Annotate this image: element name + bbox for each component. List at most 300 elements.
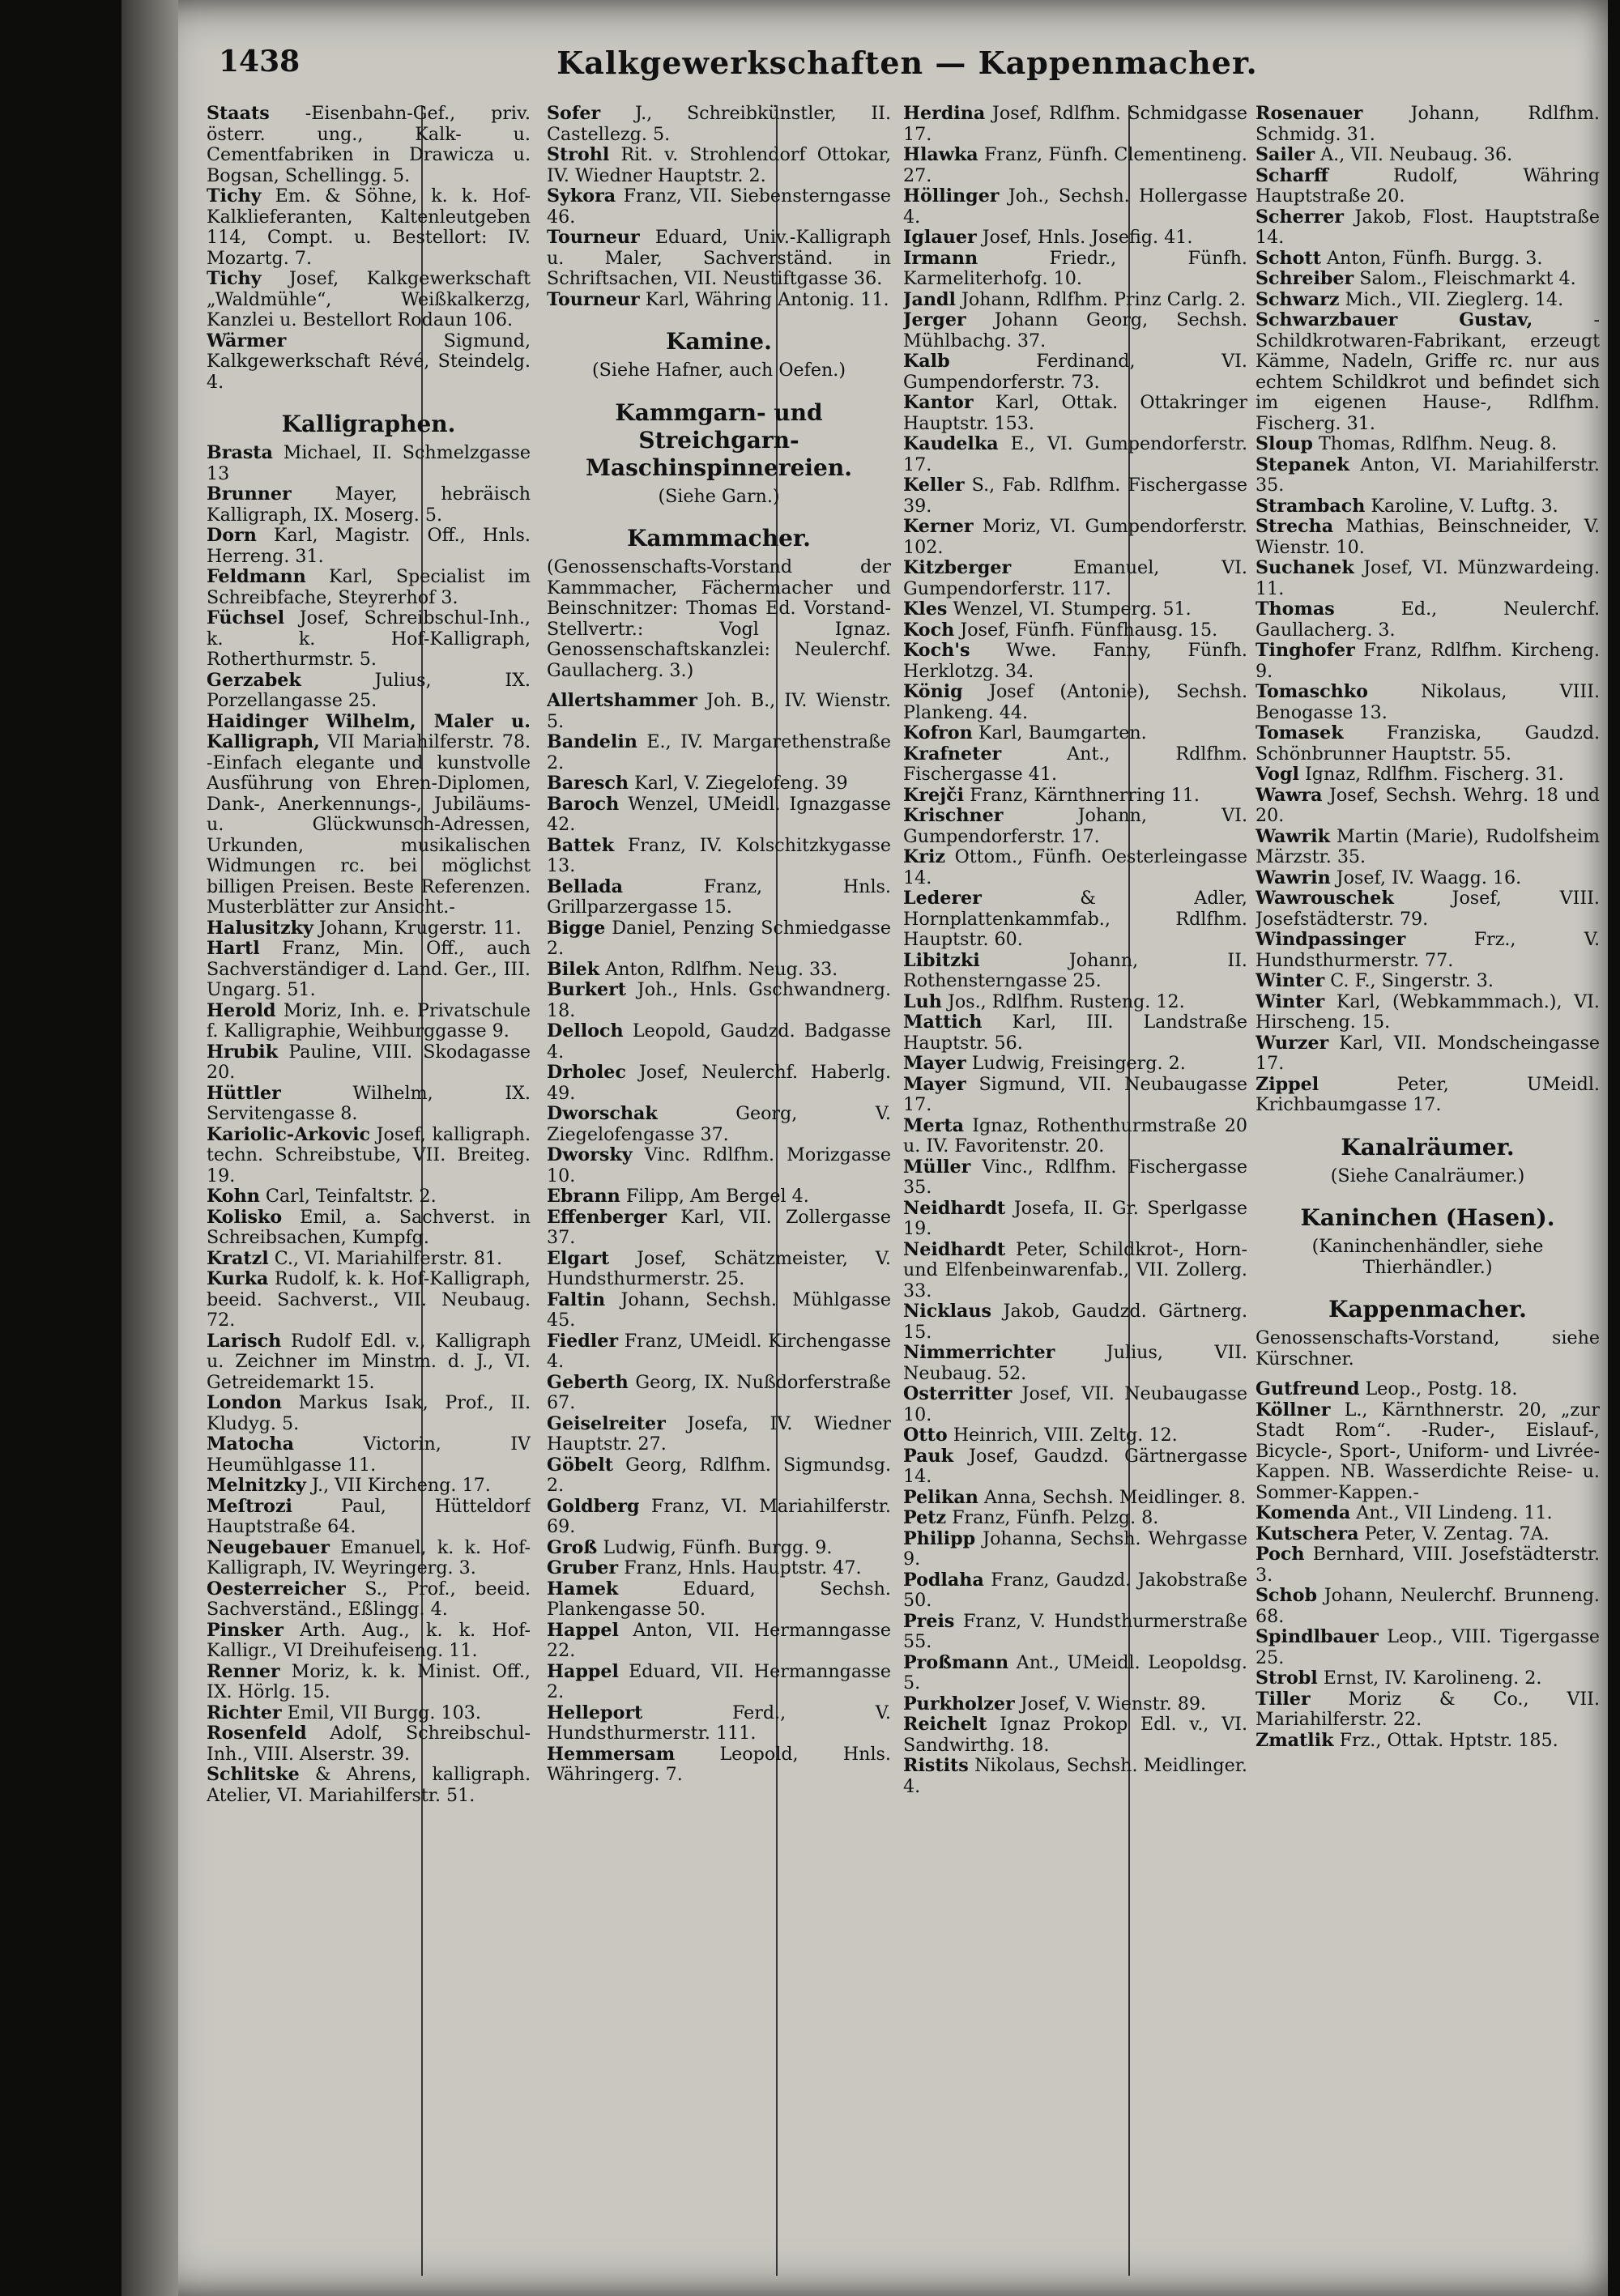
directory-entry: [903, 1240, 1247, 1302]
entry-name: Elgart: [547, 1247, 610, 1269]
entry-name: Kohn: [207, 1186, 260, 1207]
entry-details: Vinc., Rdlfhm. Fischergasse 35.: [903, 1156, 1247, 1198]
entry-details: Ignaz Prokop Edl. v., VI. Sandwirthg. 18.: [903, 1714, 1247, 1756]
entry-name: Kles: [903, 598, 948, 620]
directory-entry: [903, 1612, 1247, 1653]
entry-name: Bandelin: [547, 731, 637, 752]
entry-details: Franz, Hnls. Grillparzergasse 15.: [547, 875, 891, 918]
entry-details: Josef, kalligraph. techn. Schreibstube, VII. Breiteg. 19.: [207, 1123, 531, 1186]
entry-details: Johann, Krugerstr. 11.: [319, 917, 522, 939]
entry-details: C. F., Singerstr. 3.: [1330, 970, 1494, 991]
entry-details: Rudolf, Währing Hauptstraße 20.: [1256, 164, 1600, 207]
directory-entry: [547, 1579, 891, 1621]
entry-name: Zippel: [1256, 1073, 1319, 1095]
entry-details: Emanuel, VI. Gumpendorferstr. 117.: [903, 557, 1247, 599]
entry-details: Eduard, Sechsh. Plankengasse 50.: [547, 1578, 891, 1620]
entry-details: Ernst, IV. Karolineng. 2.: [1323, 1668, 1542, 1689]
entry-details: S., Fab. Rdlfhm. Fischergasse 39.: [903, 475, 1247, 517]
entry-name: Strecha: [1256, 516, 1334, 537]
entry-details: Josef, V. Wienstr. 89.: [1020, 1693, 1207, 1715]
directory-entry: [903, 310, 1247, 351]
entry-name: Petz: [903, 1507, 947, 1528]
directory-entry: [1256, 930, 1600, 971]
entry-details: Julius, IX. Porzellangasse 25.: [207, 669, 531, 711]
entry-details: -Schildkrotwaren-Fabrikant, erzeugt Kämme, Nadeln, Griffe rc. nur aus echtem Schildkrot und befindet sich im eigenen Hause-, Rdlfhm. Fischerg. 31.: [1256, 309, 1600, 434]
entry-details: Johann, Rdlfhm. Prinz Carlg. 2.: [961, 288, 1247, 310]
entry-name: Fiedler: [547, 1330, 619, 1352]
entry-details: Emil, VII Burgg. 103.: [287, 1702, 481, 1723]
entry-details: Mich., VII. Zieglerg. 14.: [1345, 288, 1564, 310]
directory-entry: [207, 269, 531, 331]
entry-name: Suchanek: [1256, 557, 1354, 578]
entry-details: Sigmund, VII. Neubaugasse 17.: [903, 1073, 1247, 1115]
entry-name: Bigge: [547, 917, 606, 939]
entry-name: Philipp: [903, 1527, 976, 1549]
directory-entry: [547, 918, 891, 960]
entry-details: Karl, Ottak. Ottakringer Hauptstr. 153.: [903, 392, 1247, 434]
entry-name: Larisch: [207, 1330, 282, 1352]
section-heading: Kappenmacher.: [1328, 1296, 1527, 1323]
directory-entry: [903, 682, 1247, 723]
directory-entry: [1256, 1586, 1600, 1627]
entry-details: Franz, Fünfh. Clementineng. 27.: [903, 144, 1247, 186]
entry-name: Strobl: [1256, 1668, 1318, 1689]
directory-entry: [207, 443, 531, 484]
entry-name: Matocha: [207, 1433, 295, 1455]
entry-details: Peter, Schildkrot-, Horn- und Elfenbeinwarenfab., VII. Zollerg. 33.: [903, 1238, 1247, 1301]
directory-entry: [903, 1529, 1247, 1570]
entry-details: Georg, V. Ziegelofengasse 37.: [547, 1103, 891, 1145]
directory-entry: [207, 1186, 531, 1208]
entry-details: Filipp, Am Bergel 4.: [625, 1186, 809, 1207]
directory-entry: [1256, 641, 1600, 682]
entry-name: Hüttler: [207, 1082, 281, 1104]
directory-entry: [207, 567, 531, 608]
directory-entry: [1256, 1033, 1600, 1075]
entry-name: Rosenfeld: [207, 1723, 307, 1744]
entry-name: Tiller: [1256, 1688, 1311, 1710]
entry-name: Pauk: [903, 1445, 953, 1467]
entry-name: Purkholzer: [903, 1693, 1015, 1715]
entry-details: Ant., VII Lindeng. 11.: [1356, 1502, 1553, 1523]
entry-details: Karl, Specialist im Schreibfache, Steyrerhof 3.: [207, 566, 531, 608]
entry-details: Frz., V. Hundsthurmerstr. 77.: [1256, 929, 1600, 971]
entry-name: Ebrann: [547, 1186, 620, 1207]
entry-details: Josef, Sechsh. Wehrg. 18 und 20.: [1256, 784, 1600, 826]
entry-details: Franz, Rdlfhm. Kircheng. 9.: [1256, 640, 1600, 682]
directory-entry: [903, 1343, 1247, 1384]
entry-name: Tichy: [207, 268, 262, 289]
directory-entry: [1256, 599, 1600, 641]
entry-name: Vogl: [1256, 764, 1299, 785]
directory-entry: [903, 434, 1247, 475]
entry-name: Neidhardt: [903, 1238, 1006, 1260]
entry-name: Gutfreund: [1256, 1378, 1360, 1399]
entry-name: Koch: [903, 619, 955, 641]
entry-details: VII Mariahilferstr. 78. -Einfach elegante und kunstvolle Ausführung von Ehren-Diplomen, Dank-, Anerkennungs-, Jubiläums- u. Glückwunsch-Adressen, Urkunden, musikalischen Widmungen rc. bei möglichst billigen Preisen. Beste Referenzen. Musterblätter zur Ansicht.-: [207, 731, 531, 918]
entry-details: Johann, Neulerchf. Brunneng. 68.: [1256, 1585, 1600, 1627]
directory-entry: [547, 1021, 891, 1063]
entry-details: Paul, Hütteldorf Hauptstraße 64.: [207, 1495, 531, 1537]
section-note: (Genossenschafts-Vorstand der Kammmacher, Fächermacher und Beinschnitzer: Thomas Ed. Vorstand-Stellvertr.: Vogl Ignaz. Genossenschaftskanzlei: Neulerchf. Gaullacherg. 3.): [547, 556, 891, 681]
entry-details: Karl, Währing Antonig. 11.: [645, 288, 889, 310]
entry-name: Pinsker: [207, 1619, 284, 1641]
directory-entry: [903, 517, 1247, 558]
entry-details: Josef, Kalkgewerkschaft „Waldmühle“, Weißkalkerzg, Kanzlei u. Bestellort Rodaun 106.: [207, 268, 531, 330]
entry-details: Anna, Sechsh. Meidlinger. 8.: [984, 1486, 1247, 1508]
entry-details: Ignaz, Rdlfhm. Fischerg. 31.: [1304, 764, 1564, 785]
entry-details: Jakob, Flost. Hauptstraße 14.: [1256, 206, 1600, 248]
entry-details: Karl, III. Landstraße Hauptstr. 56.: [903, 1012, 1247, 1054]
entry-name: Poch: [1256, 1544, 1305, 1565]
directory-entry: [207, 1579, 531, 1621]
entry-details: Leopold, Gaudzd. Badgasse 4.: [547, 1020, 891, 1063]
entry-details: Wilhelm, IX. Servitengasse 8.: [207, 1082, 531, 1124]
directory-entry: [207, 1476, 531, 1497]
entry-name: Wawrin: [1256, 867, 1331, 888]
entry-details: Moriz, Inh. e. Privatschule f. Kalligraphie, Weihburggasse 9.: [207, 999, 531, 1042]
entry-name: Wawrouschek: [1256, 888, 1394, 909]
directory-entry: [547, 1455, 891, 1497]
entry-details: Josef, VII. Neubaugasse 10.: [903, 1383, 1247, 1425]
directory-entry: [1256, 145, 1600, 166]
entry-name: Herold: [207, 999, 276, 1021]
entry-name: Kantor: [903, 392, 974, 413]
entry-details: Leopold, Hnls. Währingerg. 7.: [547, 1743, 891, 1785]
directory-entry: [547, 1558, 891, 1579]
entry-details: J., VII Kircheng. 17.: [311, 1475, 491, 1496]
directory-entry: [1256, 455, 1600, 496]
directory-entry: [547, 1538, 891, 1559]
directory-entry: [903, 1756, 1247, 1797]
directory-entry: [547, 186, 891, 228]
entry-name: Lederer: [903, 888, 982, 909]
entry-name: Kitzberger: [903, 557, 1012, 578]
entry-name: Thomas: [1256, 598, 1335, 620]
entry-details: Georg, IX. Nußdorferstraße 67.: [547, 1371, 891, 1413]
entry-name: Proßmann: [903, 1651, 1009, 1673]
directory-entry: [207, 1434, 531, 1476]
entry-name: Gerzabek: [207, 669, 301, 691]
entry-details: Eduard, Univ.-Kalligraph u. Maler, Sachverständ. in Schriftsachen, VII. Neustiftgasse 36.: [547, 227, 891, 289]
entry-details: Ant., Rdlfhm. Fischergasse 41.: [903, 743, 1247, 785]
directory-entry: [903, 1570, 1247, 1612]
entry-details: Martin (Marie), Rudolfsheim Märzstr. 35.: [1256, 825, 1600, 867]
entry-details: Karoline, V. Luftg. 3.: [1371, 495, 1558, 517]
page-number: 1438: [219, 45, 301, 79]
entry-name: Krejči: [903, 784, 965, 806]
directory-entry: [903, 1488, 1247, 1509]
running-head: Kalkgewerkschaften — Kappenmacher.: [556, 45, 1258, 81]
section-heading: Kaninchen (Hasen).: [1300, 1204, 1555, 1231]
entry-name: Schwarz: [1256, 288, 1340, 310]
entry-name: Kariolic-Arkovic: [207, 1123, 371, 1145]
entry-name: Halusitzky: [207, 917, 313, 939]
section-heading: Kanalräumer.: [1341, 1133, 1515, 1161]
entry-name: Scherrer: [1256, 206, 1344, 228]
directory-entry: [547, 145, 891, 186]
directory-entry: [903, 290, 1247, 311]
entry-details: Josef, IV. Waagg. 16.: [1336, 867, 1522, 888]
directory-entry: [903, 475, 1247, 517]
directory-entry: [903, 1012, 1247, 1054]
entry-name: Koch's: [903, 640, 970, 661]
entry-details: Ant., UMeidl. Leopoldsg. 5.: [903, 1651, 1247, 1693]
entry-details: Markus Isak, Prof., II. Kludyg. 5.: [207, 1392, 531, 1434]
directory-entry: [547, 1703, 891, 1744]
directory-entry: [1256, 558, 1600, 599]
entry-details: Karl, V. Ziegelofeng. 39: [634, 773, 848, 794]
entry-details: Thomas, Rdlfhm. Neug. 8.: [1318, 433, 1558, 454]
directory-entry: [547, 1331, 891, 1373]
section-heading: Kalligraphen.: [281, 411, 456, 437]
entry-name: Zmatlik: [1256, 1729, 1334, 1751]
directory-entry: [547, 836, 891, 877]
entry-name: Battek: [547, 834, 615, 856]
directory-entry: [903, 1715, 1247, 1756]
directory-entry: [1256, 765, 1600, 786]
entry-details: Josef (Antonie), Sechsh. Plankeng. 44.: [903, 681, 1247, 723]
entry-name: Bilek: [547, 958, 600, 980]
directory-entry: [207, 526, 531, 567]
directory-entry: [903, 351, 1247, 393]
entry-name: Hlawka: [903, 144, 978, 165]
entry-name: Happel: [547, 1619, 619, 1641]
directory-entry: [903, 1116, 1247, 1157]
entry-details: E., VI. Gumpendorferstr. 17.: [903, 433, 1247, 475]
entry-name: Strambach: [1256, 495, 1366, 517]
entry-name: Happel: [547, 1660, 619, 1682]
directory-entry: [207, 1538, 531, 1579]
entry-details: Josefa, II. Gr. Sperlgasse 19.: [903, 1197, 1247, 1239]
entry-details: Frz., Ottak. Hptstr. 185.: [1339, 1729, 1558, 1751]
directory-entry: [207, 918, 531, 939]
entry-name: Schlitske: [207, 1764, 300, 1785]
entry-details: Peter, V. Zentag. 7A.: [1364, 1523, 1550, 1544]
entry-name: Schreiber: [1256, 268, 1354, 289]
entry-details: Karl, Magistr. Off., Hnls. Herreng. 31.: [207, 525, 531, 567]
directory-entry: [547, 1208, 891, 1249]
entry-name: Hartl: [207, 938, 260, 959]
directory-entry: [1256, 1400, 1600, 1504]
entry-name: Brunner: [207, 483, 292, 505]
entry-name: Reichelt: [903, 1714, 987, 1735]
directory-entry: [547, 290, 891, 311]
entry-name: Kutschera: [1256, 1523, 1359, 1544]
entry-name: Baroch: [547, 793, 620, 815]
cross-reference: (Siehe Hafner, auch Oefen.): [592, 360, 846, 381]
entry-name: Iglauer: [903, 227, 977, 248]
entry-name: Osterritter: [903, 1383, 1013, 1404]
directory-columns: [85, 104, 1600, 2274]
entry-name: Hrubik: [207, 1041, 279, 1063]
entry-name: Kaudelka: [903, 433, 999, 454]
entry-details: Franz, UMeidl. Kirchengasse 4.: [547, 1330, 891, 1372]
directory-entry: [547, 1662, 891, 1703]
entry-details: C., VI. Mariahilferstr. 81.: [274, 1247, 503, 1269]
entry-details: Vinc. Rdlfhm. Morizgasse 10.: [547, 1144, 891, 1186]
cross-reference: (Siehe Garn.): [658, 485, 780, 507]
entry-details: Karl, VII. Zollergasse 37.: [547, 1206, 891, 1248]
entry-name: Irmann: [903, 247, 978, 269]
column-2: [547, 104, 891, 2274]
directory-entry: [547, 1497, 891, 1538]
directory-entry: [903, 1199, 1247, 1240]
column-4: [1256, 104, 1600, 2274]
entry-name: Dworsky: [547, 1144, 633, 1165]
entry-details: Victorin, IV Heumühlgasse 11.: [207, 1433, 531, 1476]
directory-entry: [547, 1249, 891, 1290]
entry-name: London: [207, 1392, 282, 1413]
directory-entry: [207, 1621, 531, 1662]
entry-details: Wenzel, UMeidl. Ignazgasse 42.: [547, 793, 891, 835]
directory-entry: [207, 1269, 531, 1331]
entry-name: Hemmersam: [547, 1743, 676, 1765]
directory-entry: [1256, 868, 1600, 889]
directory-entry: [903, 1301, 1247, 1343]
entry-details: Johann, Sechsh. Mühlgasse 45.: [547, 1289, 891, 1331]
entry-name: Libitzki: [903, 949, 980, 971]
entry-details: Bernhard, VIII. Josefstädterstr. 3.: [1256, 1544, 1600, 1586]
entry-name: Scharff: [1256, 164, 1328, 186]
directory-entry: [1256, 682, 1600, 723]
entry-name: Baresch: [547, 773, 629, 794]
entry-details: Ludwig, Fünfh. Burgg. 9.: [603, 1536, 833, 1558]
entry-name: Wawra: [1256, 784, 1323, 806]
entry-details: & Adler, Hornplattenkammfab., Rdlfhm. Hauptstr. 60.: [903, 888, 1247, 950]
entry-name: Winter: [1256, 990, 1325, 1012]
directory-entry: [903, 145, 1247, 186]
entry-details: Franz, Kärnthnerring 11.: [970, 784, 1200, 806]
directory-entry: [1256, 1689, 1600, 1731]
entry-name: Winter: [1256, 970, 1325, 991]
entry-name: Komenda: [1256, 1502, 1351, 1523]
directory-entry: [1256, 496, 1600, 518]
directory-entry: [1256, 517, 1600, 558]
entry-name: Krischner: [903, 805, 1004, 826]
directory-entry: [547, 960, 891, 981]
entry-name: Müller: [903, 1156, 971, 1178]
entry-details: Josef, VIII. Josefstädterstr. 79.: [1256, 888, 1600, 930]
directory-entry: [547, 1744, 891, 1786]
directory-entry: [207, 104, 531, 186]
entry-details: Ignaz, Rothenthurmstraße 20 u. IV. Favoritenstr. 20.: [903, 1114, 1247, 1157]
directory-entry: [903, 1054, 1247, 1075]
entry-name: Haidinger Wilhelm, Maler u. Kalligraph,: [207, 710, 531, 752]
entry-name: Kofron: [903, 722, 973, 743]
entry-details: Josef, Hnls. Josefig. 41.: [982, 227, 1193, 248]
entry-details: L., Kärnthnerstr. 20, „zur Stadt Rom“. -Ruder-, Eislauf-, Bicycle-, Sport-, Uniform- und Livrée-Kappen. NB. Wasserdichte Reise- u. Sommer-Kappen.-: [1256, 1399, 1600, 1503]
directory-entry: [547, 877, 891, 918]
entry-details: Franz, VI. Mariahilferstr. 69.: [547, 1495, 891, 1537]
entry-name: Sloup: [1256, 433, 1313, 454]
directory-entry: [1256, 310, 1600, 434]
entry-name: Geiselreiter: [547, 1412, 666, 1434]
directory-entry: [207, 1765, 531, 1806]
directory-entry: [547, 1373, 891, 1414]
directory-entry: [1256, 723, 1600, 765]
entry-details: Heinrich, VIII. Zeltg. 12.: [953, 1425, 1178, 1446]
entry-name: Helleport: [547, 1702, 643, 1723]
entry-name: Stepanek: [1256, 454, 1349, 475]
entry-details: Josefa, IV. Wiedner Hauptstr. 27.: [547, 1412, 891, 1455]
entry-name: Goldberg: [547, 1495, 640, 1517]
directory-entry: [903, 104, 1247, 145]
directory-entry: [1256, 269, 1600, 290]
entry-name: Brasta: [207, 442, 273, 463]
entry-name: Kerner: [903, 516, 974, 537]
entry-details: S., Prof., beeid. Sachverständ., Eßlingg. 4.: [207, 1578, 531, 1620]
entry-details: Friedr., Fünfh. Karmeliterhofg. 10.: [903, 247, 1247, 289]
directory-entry: [207, 1125, 531, 1187]
entry-details: Karl, Baumgarten.: [978, 722, 1147, 743]
section-heading: Kammgarn- und Streichgarn-Maschinspinnereien.: [586, 398, 852, 481]
entry-name: Jandl: [903, 288, 956, 310]
entry-name: Schob: [1256, 1585, 1317, 1606]
directory-entry: [1256, 992, 1600, 1033]
entry-name: Renner: [207, 1660, 280, 1682]
directory-entry: [207, 939, 531, 1001]
entry-details: Franz, Gaudzd. Jakobstraße 50.: [903, 1569, 1247, 1611]
directory-entry: [207, 608, 531, 671]
entry-name: Keller: [903, 475, 965, 496]
entry-name: Merta: [903, 1114, 964, 1136]
entry-name: Kratzl: [207, 1247, 269, 1269]
entry-details: Anton, VII. Hermanngasse 22.: [547, 1619, 891, 1661]
directory-entry: [903, 620, 1247, 641]
entry-details: Anton, Fünfh. Burgg. 3.: [1327, 247, 1543, 269]
entry-details: Anton, VI. Mariahilferstr. 35.: [1256, 454, 1600, 496]
entry-name: Wurzer: [1256, 1032, 1329, 1054]
entry-details: Peter, UMeidl. Krichbaumgasse 17.: [1256, 1073, 1600, 1115]
entry-details: & Ahrens, kalligraph. Atelier, VI. Mariahilferstr. 51.: [207, 1764, 531, 1806]
entry-details: Rudolf Edl. v., Kalligraph u. Zeichner im Minstm. d. J., VI. Getreidemarkt 15.: [207, 1330, 531, 1393]
entry-name: Tomaschko: [1256, 681, 1368, 702]
entry-name: Schott: [1256, 247, 1321, 269]
directory-entry: [1256, 1503, 1600, 1524]
directory-entry: [903, 599, 1247, 620]
directory-entry: [207, 1662, 531, 1703]
entry-name: Geberth: [547, 1371, 629, 1393]
entry-details: Moriz, k. k. Minist. Off., IX. Hörlg. 15.: [207, 1660, 531, 1702]
entry-name: Füchsel: [207, 607, 285, 628]
entry-details: Michael, II. Schmelzgasse 13: [207, 442, 531, 484]
directory-entry: [1256, 207, 1600, 249]
directory-entry: [547, 1186, 891, 1208]
entry-name: Podlaha: [903, 1569, 984, 1591]
entry-details: Karl, (Webkammmach.), VI. Hirscheng. 15.: [1256, 990, 1600, 1033]
directory-entry: [547, 691, 891, 732]
directory-entry: [207, 1208, 531, 1249]
directory-entry: [903, 1446, 1247, 1488]
directory-entry: [1256, 971, 1600, 992]
entry-name: Tichy: [207, 185, 262, 207]
entry-details: Josef, Neulerchf. Haberlg. 49.: [547, 1062, 891, 1104]
entry-details: -Eisenbahn-Gef., priv. österr. ung., Kalk- u. Cementfabriken in Drawicza u. Bogsan, Schellingg. 5.: [207, 104, 531, 186]
entry-details: Ferdinand, VI. Gumpendorferstr. 73.: [903, 351, 1247, 393]
directory-entry: [1256, 166, 1600, 207]
directory-entry: [547, 1621, 891, 1662]
directory-entry: [1256, 1379, 1600, 1400]
directory-entry: [207, 484, 531, 526]
directory-entry: [1256, 249, 1600, 270]
entry-details: Johann, II. Rothensterngasse 25.: [903, 949, 1247, 991]
entry-name: Delloch: [547, 1020, 624, 1042]
entry-name: Faltin: [547, 1289, 606, 1310]
directory-entry: [903, 888, 1247, 951]
directory-entry: [547, 773, 891, 794]
directory-entry: [1256, 434, 1600, 455]
